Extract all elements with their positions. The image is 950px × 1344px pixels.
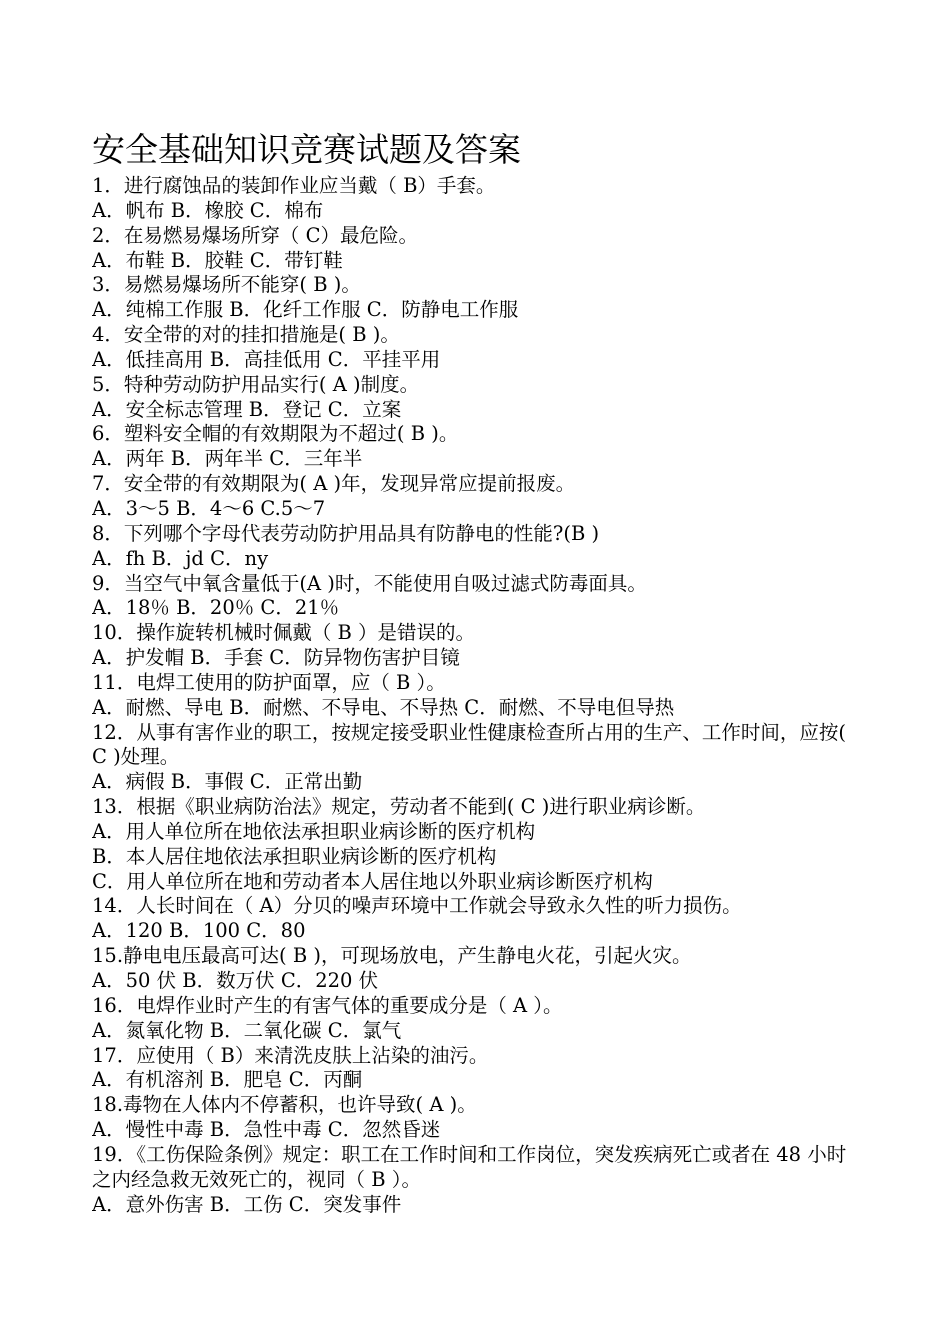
answer-options-15: A．50 伏 B．数万伏 C．220 伏 [92,969,379,992]
answer-options-14: A．120 B．100 C．80 [92,919,306,943]
answer-options-1: A．帆布 B．橡胶 C．棉布 [92,198,324,222]
answer-options-18: A．慢性中毒 B．急性中毒 C．忽然昏迷 [92,1118,441,1142]
answer-option-13c: C．用人单位所在地和劳动者本人居住地以外职业病诊断医疗机构 [92,869,653,893]
question-1: 1．进行腐蚀品的装卸作业应当戴（ B）手套。 [92,174,496,197]
question-14: 14．人长时间在（ A）分贝的噪声环境中工作就会导致永久性的听力损伤。 [92,894,742,918]
answer-options-9: A．18％ B．20％ C．21％ [92,596,340,620]
answer-options-16: A．氮氧化物 B．二氧化碳 C．氯气 [92,1018,402,1042]
question-16: 16．电焊作业时产生的有害气体的重要成分是（ A ）。 [92,993,563,1017]
answer-options-2: A．布鞋 B．胶鞋 C．带钉鞋 [92,248,343,272]
answer-options-6: A．两年 B．两年半 C．三年半 [92,447,363,471]
answer-options-3: A．纯棉工作服 B．化纤工作服 C．防静电工作服 [92,298,519,322]
question-11: 11．电焊工使用的防护面罩，应（ B ）。 [92,670,446,694]
question-13: 13．根据《职业病防治法》规定，劳动者不能到( C )进行职业病诊断。 [92,795,706,819]
answer-options-8: A．fh B．jd C．ny [92,546,269,570]
question-6: 6．塑料安全帽的有效期限为不超过( B )。 [92,422,459,446]
answer-option-13b: B．本人居住地依法承担职业病诊断的医疗机构 [92,844,497,868]
document-title: 安全基础知识竞赛试题及答案 [92,130,521,169]
answer-options-11: A．耐燃、导电 B．耐燃、不导电、不导热 C．耐燃、不导电但导热 [92,695,675,719]
question-17: 17．应使用（ B）来清洗皮肤上沾染的油污。 [92,1043,489,1067]
answer-options-5: A．安全标志管理 B．登记 C．立案 [92,397,402,421]
question-18: 18.毒物在人体内不停蓄积，也许导致( A )。 [92,1093,477,1117]
answer-options-7: A．3～5 B．4～6 C.5～7 [92,496,326,520]
answer-options-17: A．有机溶剂 B．肥皂 C．丙酮 [92,1068,363,1092]
answer-options-12: A．病假 B．事假 C．正常出勤 [92,770,363,794]
question-9: 9．当空气中氧含量低于(A )时，不能使用自吸过滤式防毒面具。 [92,571,647,595]
question-10: 10．操作旋转机械时佩戴（ B ）是错误的。 [92,621,476,645]
question-7: 7．安全带的有效期限为( A )年，发现异常应提前报废。 [92,472,576,496]
answer-options-4: A．低挂高用 B．高挂低用 C．平挂平用 [92,347,441,371]
question-3: 3．易燃易爆场所不能穿( B )。 [92,273,361,297]
answer-option-13a: A．用人单位所在地依法承担职业病诊断的医疗机构 [92,819,536,843]
question-8: 8．下列哪个字母代表劳动防护用品具有防静电的性能?(B ) [92,521,600,545]
answer-options-10: A．护发帽 B．手套 C．防异物伤害护目镜 [92,646,460,670]
document-page [92,128,862,1217]
question-4: 4．安全带的对的挂扣措施是( B )。 [92,323,400,347]
answer-options-19: A．意外伤害 B．工伤 C．突发事件 [92,1192,402,1216]
question-2: 2．在易燃易爆场所穿（ C）最危险。 [92,223,419,247]
question-list [92,174,862,1217]
question-5: 5．特种劳动防护用品实行( A )制度。 [92,372,420,396]
question-15: 15.静电电压最高可达( B )，可现场放电，产生静电火花，引起火灾。 [92,944,692,968]
question-19: 19．《工伤保险条例》规定：职工在工作时间和工作岗位，突发疾病死亡或者在 48 小时之内经急救无效死亡的，视同（ B ）。 [92,1142,847,1191]
question-12: 12．从事有害作业的职工，按规定接受职业性健康检查所占用的生产、工作时间，应按( C )处理。 [92,720,846,769]
